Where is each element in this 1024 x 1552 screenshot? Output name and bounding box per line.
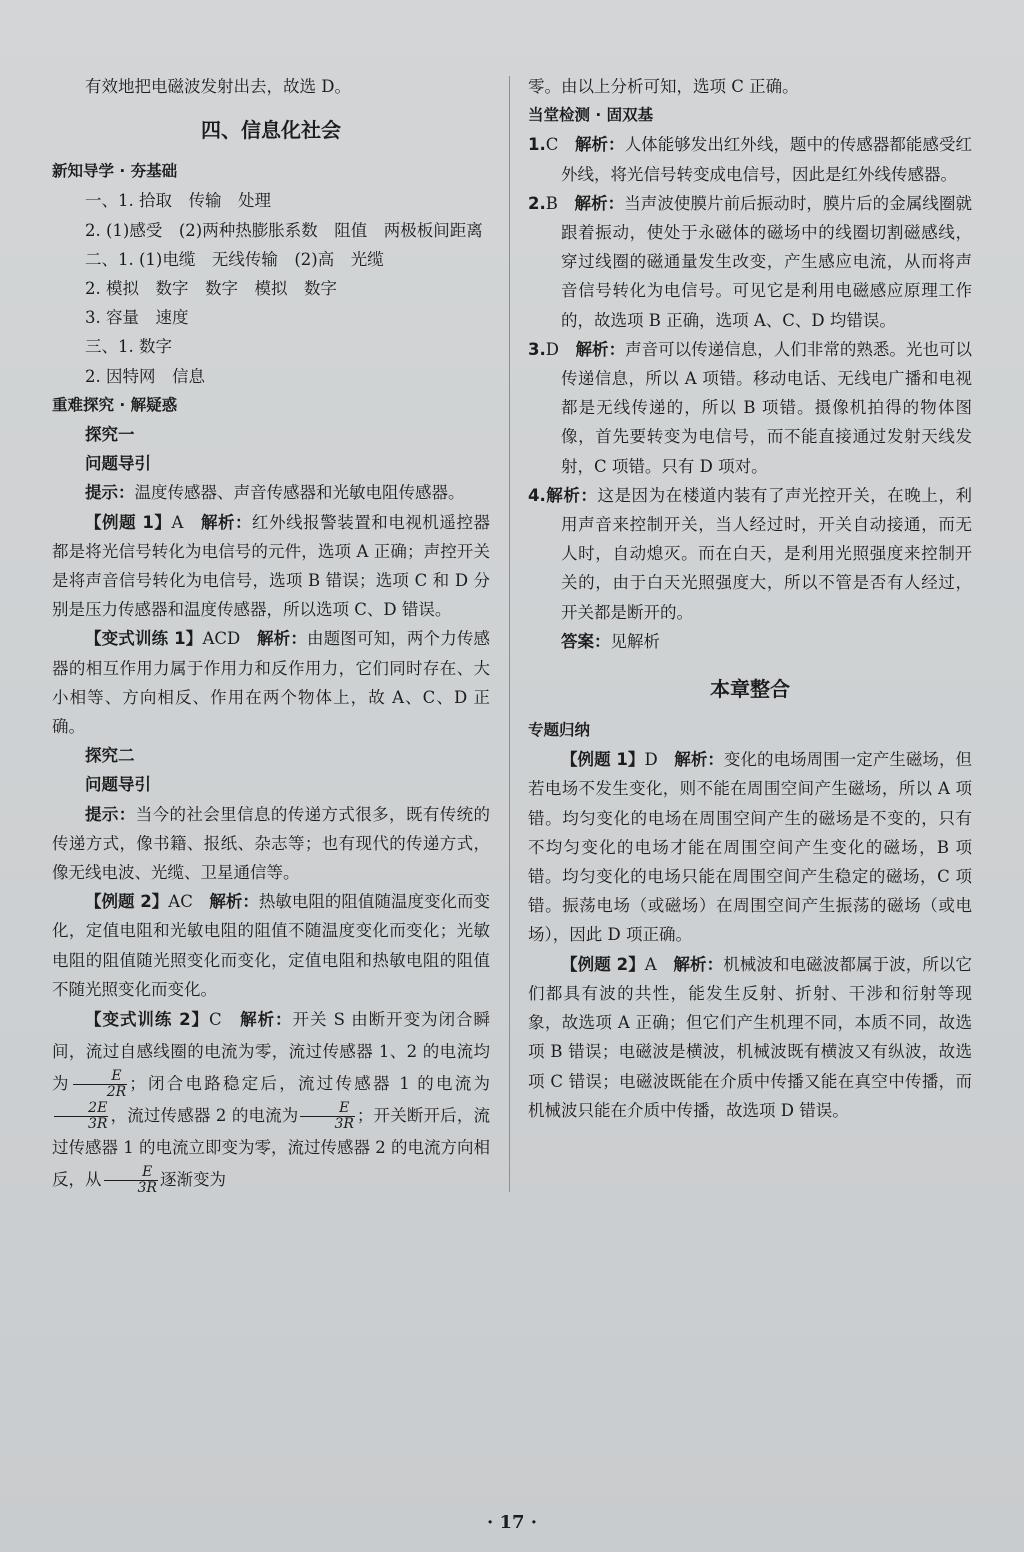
section-title: 四、信息化社会 xyxy=(201,118,341,143)
answer-line: 3. 容量 速度 xyxy=(85,308,189,328)
example-text: 开关 S 由断开变为闭合瞬间，流过自感线圈的电流为零，流过传感器 1、2 的电流均为 xyxy=(52,1010,491,1094)
hint-paragraph xyxy=(52,478,490,507)
answer-line: 2. 模拟 数字 数字 模拟 数字 xyxy=(85,279,337,299)
example-label: 【例题 2】 xyxy=(85,892,169,912)
example-answer: ACD xyxy=(202,629,258,649)
fraction: $\frac{2E}{3R}$ xyxy=(54,1101,108,1132)
subsection-heading: 当堂检测 · 固双基 xyxy=(528,106,654,125)
example-label: 【变式训练 1】 xyxy=(85,629,203,649)
hint-text: 温度传感器、声音传感器和光敏电阻传感器。 xyxy=(134,483,465,503)
subsection-heading: 新知导学 · 夯基础 xyxy=(52,162,178,181)
subsection-heading: 专题归纳 xyxy=(528,721,591,740)
left-column xyxy=(52,72,490,1196)
fraction: $\frac{E}{2R}$ xyxy=(73,1069,127,1100)
answer-line: 二、1. (1)电缆 无线传输 (2)高 光缆 xyxy=(85,249,384,269)
hint-label: 提示： xyxy=(85,804,136,824)
section-title: 本章整合 xyxy=(710,677,790,702)
example-paragraph xyxy=(52,624,490,741)
answer-item: 3.D 解析：声音可以传递信息，人们非常的熟悉。光也可以传递信息，所以 A 项错。移动电话、无线电广播和电视都是无线传递的，所以 B 项错。摄像机拍得的物体图像，首先要转变为电信号，而不能直接通过发射天线发射，C 项错。只有 D 项对。 xyxy=(528,339,973,476)
answer-item: 2.B 解析：当声波使膜片前后振动时，膜片后的金属线圈就跟着振动，使处于永磁体的磁场中的线圈切割磁感线，穿过线圈的磁通量发生改变，产生感应电流，从而将声音信号转化为电信号。可见它是利用电磁感应原理工作的，故选项 B 正确，选项 A、C、D 均错误。 xyxy=(528,193,973,330)
continued-line: 有效地把电磁波发射出去，故选 D。 xyxy=(85,77,351,96)
example-text: 红外线报警装置和电视机遥控器都是将光信号转化为电信号的元件，选项 A 正确；声控开关是将声音信号转化为电信号，选项 B 错误；选项 C 和 D 分别是压力传感器和温度传感器，所以选项 C、D 错误。 xyxy=(52,512,491,620)
continued-line: 零。由以上分析可知，选项 C 正确。 xyxy=(528,77,799,96)
example-label: 【变式训练 2】 xyxy=(85,1010,210,1030)
answer-line: 2. (1)感受 (2)两种热膨胀系数 阻值 两极板间距离 xyxy=(85,220,483,240)
analysis-label: 解析： xyxy=(240,1010,293,1030)
example-paragraph xyxy=(52,887,490,1004)
fraction: $\frac{E}{3R}$ xyxy=(104,1165,158,1196)
example-paragraph: 【例题 1】D 解析：变化的电场周围一定产生磁场，但若电场不发生变化，则不能在周围空间产生磁场，所以 A 项错。均匀变化的电场在周围空间产生的磁场是不变的，只有不均匀变化的电场才能在周围空间产生变化的磁场，B 项错。均匀变化的电场只能在周围空间产生稳定的磁场，C 项错。振荡电场（或磁场）在周围空间产生振荡的磁场（或电场），因此 D 项正确。 xyxy=(528,750,972,945)
page-number: · 17 · xyxy=(486,1512,538,1533)
guide-heading: 问题导引 xyxy=(85,775,151,795)
hint-paragraph xyxy=(52,800,490,888)
analysis-label: 解析： xyxy=(209,892,259,912)
example-text: 热敏电阻的阻值随温度变化而变化，定值电阻和光敏电阻的阻值不随温度变化而变化；光敏电阻的阻值随光照变化而变化，定值电阻和热敏电阻的阻值不随光照变化而变化。 xyxy=(52,892,490,999)
example-paragraph xyxy=(52,508,490,625)
example-paragraph: 【例题 2】A 解析：机械波和电磁波都属于波，所以它们都具有波的共性，能发生反射、折射、干涉和衍射等现象，故选项 A 正确；但它们产生机理不同，本质不同，故选项 B 错误；电磁波是横波，机械波既有横波又有纵波，故选项 C 错误；电磁波既能在介质中传播又能在真空中传播，而机械波只能在介质中传播，故选项 D 错误。 xyxy=(528,954,972,1120)
answer-line: 一、1. 拾取 传输 处理 xyxy=(85,191,271,211)
inquiry-heading: 探究一 xyxy=(85,425,135,445)
answer-item: 4.解析：这是因为在楼道内装有了声光控开关，在晚上，利用声音来控制开关，当人经过时，开关自动接通，而无人时，自动熄灭。而在白天，是利用光照强度来控制开关的，由于白天光照强度大，所以不管是否有人经过，开关都是断开的。 xyxy=(528,485,973,622)
example-answer: A xyxy=(171,512,201,532)
subsection-heading: 重难探究 · 解疑惑 xyxy=(52,395,178,414)
inquiry-heading: 探究二 xyxy=(85,746,135,766)
answer-line: 答案：见解析 xyxy=(561,631,660,651)
right-column xyxy=(528,72,972,1125)
hint-text: 当今的社会里信息的传递方式很多，既有传统的传递方式，像书籍、报纸、杂志等；也有现代的传递方式，像无线电波、光缆、卫星通信等。 xyxy=(52,804,491,883)
column-divider xyxy=(509,76,510,1192)
example-text: 由题图可知，两个力传感器的相互作用力属于作用力和反作用力，它们同时存在、大小相等、方向相反、作用在两个物体上，故 A、C、D 正确。 xyxy=(52,629,490,737)
example-answer: AC xyxy=(168,892,210,912)
analysis-label: 解析： xyxy=(257,629,307,649)
analysis-label: 解析： xyxy=(200,512,253,532)
answer-line: 2. 因特网 信息 xyxy=(85,366,205,386)
example-paragraph: 【变式训练 2】C 解析：开关 S 由断开变为闭合瞬间，流过自感线圈的电流为零，流过传感器 1、2 的电流均为 $\frac{E}{2R}$ ；闭合电路稳定后，流过传感器 1 的电流为 $\frac{2E}{3R}$ ，流过传感器 2 的电流为 $\frac{E}{3R}$ ；开关断开后，流过传感器 1 的电流立即变为零，流过传感器 2 的电流方向相反，从 $\frac{E}{3R}$ 逐渐变为 xyxy=(52,1010,491,1197)
example-answer: C xyxy=(209,1010,241,1030)
hint-label: 提示： xyxy=(85,483,135,503)
answer-line: 三、1. 数字 xyxy=(85,337,172,357)
answer-item: 1.C 解析：人体能够发出红外线，题中的传感器都能感受红外线，将光信号转变成电信号，因此是红外线传感器。 xyxy=(528,135,973,184)
fraction: $\frac{E}{3R}$ xyxy=(300,1101,354,1132)
guide-heading: 问题导引 xyxy=(85,454,151,474)
example-label: 【例题 1】 xyxy=(85,512,172,532)
